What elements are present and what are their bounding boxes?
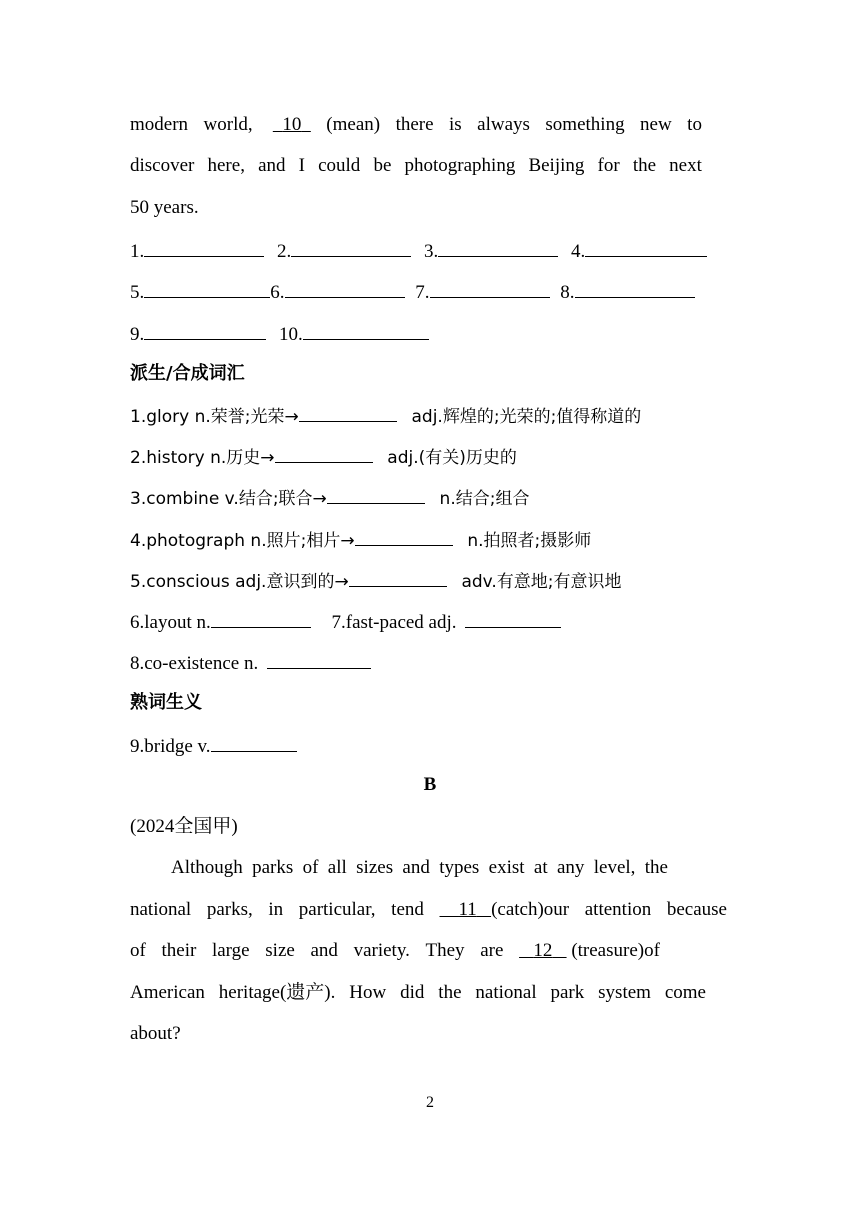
vocab-item-3	[130, 485, 529, 511]
word: American	[130, 982, 205, 1003]
word: are	[480, 940, 504, 961]
answer-blank[interactable]	[355, 527, 453, 546]
word: park	[550, 982, 585, 1003]
answer-label: 10.	[279, 324, 303, 345]
vocab-word: 9.bridge v.	[130, 736, 211, 757]
word: because	[666, 899, 727, 920]
word: the	[438, 982, 462, 1003]
answer-blank[interactable]	[275, 444, 373, 463]
answer-blank[interactable]	[349, 568, 447, 587]
word: modern	[130, 114, 189, 135]
answer-blank[interactable]	[144, 321, 266, 340]
word: here,	[207, 155, 245, 176]
vocab-meaning: n.结合;组合	[439, 489, 530, 509]
answer-blank[interactable]	[299, 403, 397, 422]
word: discover	[130, 155, 195, 176]
vocab-word: 2.history n.历史→	[130, 448, 275, 468]
word: variety.	[353, 940, 410, 961]
word: heritage(遗产).	[218, 982, 336, 1003]
vocab-word: 1.glory n.荣誉;光荣→	[130, 407, 299, 427]
vocab-word: 6.layout n.	[130, 612, 211, 633]
answer-label: 4.	[571, 241, 586, 262]
vocab-word: 3.combine v.结合;联合→	[130, 489, 327, 509]
passage-b-line-3	[130, 939, 660, 963]
vocab-item-6-7	[130, 609, 561, 635]
answer-label: 1.	[130, 241, 145, 262]
word: new	[640, 114, 672, 135]
word: I	[298, 155, 305, 176]
vocab-word: 7.fast-paced adj.	[331, 612, 457, 633]
word: the	[632, 155, 657, 176]
answer-blank[interactable]	[327, 485, 425, 504]
word: in	[268, 899, 284, 920]
vocab-item-5	[130, 568, 622, 594]
passage-b-line-1	[171, 856, 702, 880]
part-heading: B	[423, 774, 437, 795]
passage-line-1	[130, 113, 702, 137]
word: tend	[391, 899, 424, 920]
page-number: 2	[426, 1094, 434, 1111]
answer-blank[interactable]	[585, 238, 707, 257]
vocab-word: 8.co-existence n.	[130, 653, 259, 674]
answer-row-2	[130, 279, 695, 305]
answer-blank[interactable]	[575, 279, 695, 298]
word: for	[597, 155, 620, 176]
section-title-familiar: 熟词生义	[130, 692, 202, 713]
answer-blank[interactable]	[211, 609, 311, 628]
passage-b-line-5: about?	[130, 1023, 181, 1044]
word: attention	[584, 899, 652, 920]
word: and	[258, 155, 286, 176]
word: something	[545, 114, 625, 135]
word: always	[477, 114, 530, 135]
answer-label: 5.	[130, 282, 145, 303]
word: size	[265, 940, 295, 961]
word: They	[425, 940, 465, 961]
answer-label: 7.	[415, 282, 430, 303]
vocab-item-8	[130, 650, 371, 676]
section-title-derivation: 派生/合成词汇	[130, 363, 245, 384]
vocab-item-9	[130, 733, 297, 759]
passage-line-2	[130, 154, 702, 178]
answer-blank[interactable]	[267, 650, 371, 669]
vocab-item-2	[130, 444, 517, 470]
answer-blank[interactable]	[144, 238, 264, 257]
answer-blank[interactable]	[285, 279, 405, 298]
blank-10: 10	[282, 114, 302, 135]
answer-label: 3.	[424, 241, 439, 262]
word: come	[664, 982, 706, 1003]
word: large	[211, 940, 250, 961]
word: Beijing	[528, 155, 585, 176]
word: world,	[203, 114, 253, 135]
word: next	[669, 155, 702, 176]
passage-b-line-2	[130, 898, 727, 922]
answer-blank[interactable]	[438, 238, 558, 257]
blank-11: 11 (catch)our	[458, 899, 570, 920]
word: to	[687, 114, 702, 135]
word: and	[310, 940, 338, 961]
blank-12: 12 (treasure)of	[533, 940, 660, 961]
answer-blank[interactable]	[291, 238, 411, 257]
word: be	[373, 155, 392, 176]
word: of	[130, 940, 146, 961]
word: photographing	[404, 155, 516, 176]
passage-b-line-4	[130, 981, 706, 1005]
word: particular,	[298, 899, 376, 920]
word: their	[161, 940, 197, 961]
source-note: (2024全国甲)	[130, 816, 238, 837]
answer-label: 6.	[270, 282, 285, 303]
word: parks,	[206, 899, 253, 920]
answer-label: 9.	[130, 324, 145, 345]
word: could	[318, 155, 361, 176]
answer-row-1	[130, 238, 707, 264]
vocab-meaning: adj.辉煌的;光荣的;值得称道的	[411, 407, 642, 427]
word: national	[475, 982, 537, 1003]
word: national	[130, 899, 192, 920]
answer-blank[interactable]	[303, 321, 429, 340]
passage-line-3: 50 years.	[130, 197, 199, 218]
word: did	[400, 982, 425, 1003]
vocab-meaning: n.拍照者;摄影师	[467, 531, 592, 551]
answer-label: 2.	[277, 241, 292, 262]
answer-label: 8.	[560, 282, 575, 303]
word: is	[449, 114, 462, 135]
vocab-word: 4.photograph n.照片;相片→	[130, 531, 355, 551]
word: (mean)	[326, 114, 381, 135]
vocab-item-4	[130, 527, 591, 553]
answer-blank[interactable]	[144, 279, 270, 298]
word: system	[598, 982, 651, 1003]
word: there	[395, 114, 434, 135]
passage-text: Although parks of all sizes and types exist at any level, the	[171, 857, 668, 878]
vocab-word: 5.conscious adj.意识到的→	[130, 572, 349, 592]
answer-blank[interactable]	[211, 733, 297, 752]
answer-row-3	[130, 321, 429, 347]
vocab-meaning: adj.(有关)历史的	[387, 448, 517, 468]
vocab-item-1	[130, 403, 641, 429]
word: How	[349, 982, 387, 1003]
answer-blank[interactable]	[465, 609, 561, 628]
answer-blank[interactable]	[430, 279, 550, 298]
vocab-meaning: adv.有意地;有意识地	[461, 572, 622, 592]
